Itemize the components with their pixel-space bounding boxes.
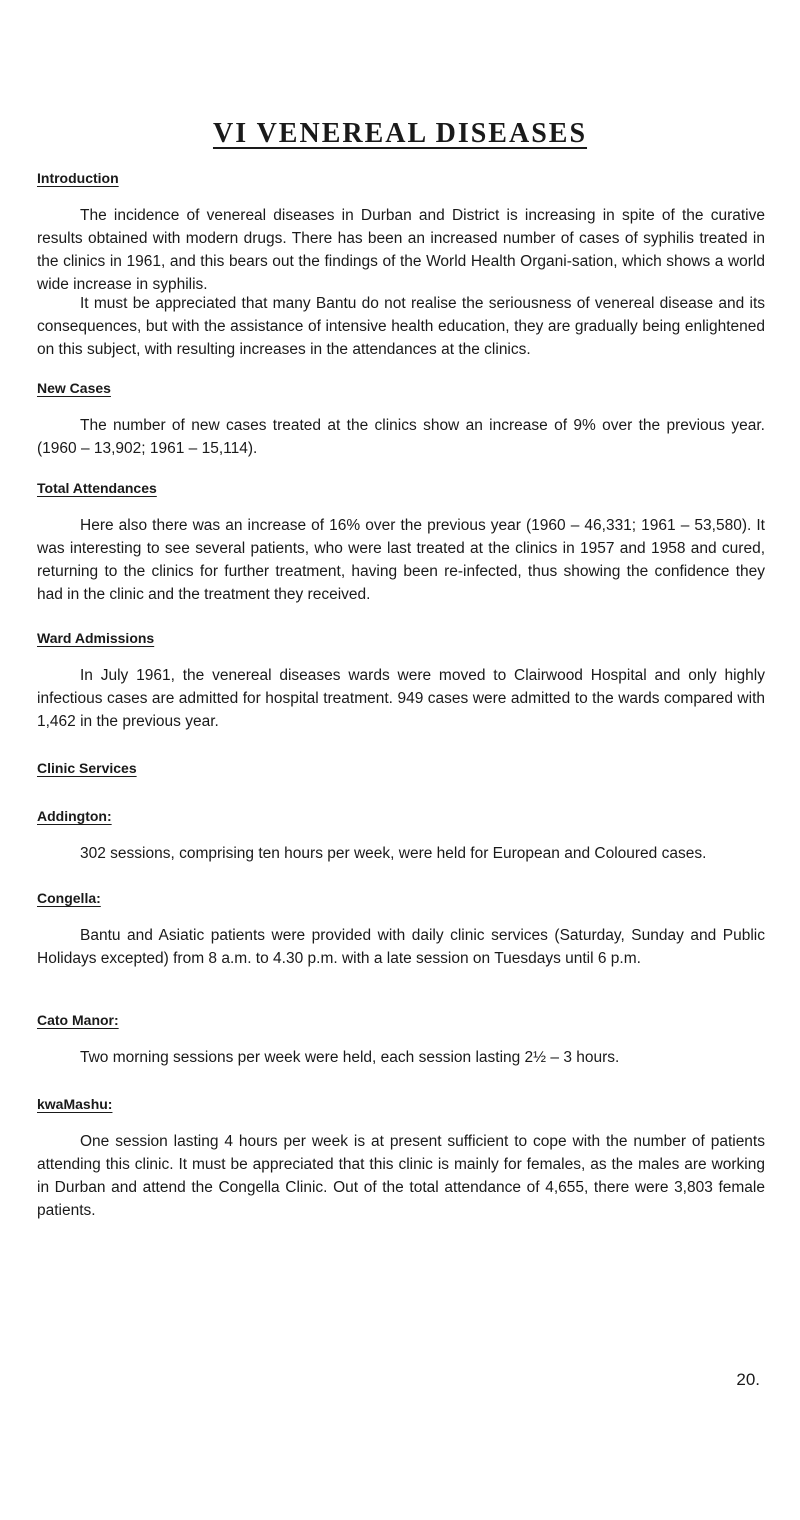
heading-introduction: Introduction: [37, 170, 119, 186]
paragraph-new-cases: The number of new cases treated at the clinics show an increase of 9% over the previous year. (1960 – 13,902; 1961 – 15,114).: [37, 417, 765, 457]
paragraph-introduction-2: It must be appreciated that many Bantu do not realise the seriousness of venereal disease and its consequences, but with the assistance of intensive health education, they are gradually being enlightened on this subject, with resulting increases in the attendances at the clinics.: [37, 295, 765, 358]
paragraph-total-attendances: Here also there was an increase of 16% over the previous year (1960 – 46,331; 1961 – 53,580). It was interesting to see several patients, who were last treated at the clinics in 1957 and 1958 and cured, returning to the clinics for further treatment, having been re-infected, thus showing the confidence they had in the clinic and the treatment they received.: [37, 517, 765, 603]
paragraph-ward-admissions: In July 1961, the venereal diseases wards were moved to Clairwood Hospital and only highly infectious cases are admitted for hospital treatment. 949 cases were admitted to the wards compared with 1,462 in the previous year.: [37, 667, 765, 730]
heading-cato-manor: Cato Manor:: [37, 1012, 119, 1028]
page-number: 20.: [736, 1370, 760, 1389]
heading-ward-admissions: Ward Admissions: [37, 630, 155, 646]
heading-kwamashu: kwaMashu:: [37, 1096, 113, 1112]
heading-congella: Congella:: [37, 890, 101, 906]
heading-new-cases: New Cases: [37, 380, 111, 396]
heading-clinic-services: Clinic Services: [37, 760, 137, 776]
page-title: VI VENEREAL DISEASES: [212, 118, 588, 149]
paragraph-introduction-1: The incidence of venereal diseases in Durban and District is increasing in spite of the curative results obtained with modern drugs. There has been an increased number of cases of syphilis treated in the clinics in 1961, and this bears out the findings of the World Health Organi-sation, which shows a world wide increase in syphilis.: [37, 207, 765, 293]
paragraph-cato-manor: Two morning sessions per week were held, each session lasting 2½ – 3 hours.: [80, 1049, 620, 1066]
paragraph-addington: 302 sessions, comprising ten hours per week, were held for European and Coloured cases.: [80, 845, 707, 862]
paragraph-kwamashu: One session lasting 4 hours per week is at present sufficient to cope with the number of patients attending this clinic. It must be appreciated that this clinic is mainly for females, as the males are working in Durban and attend the Congella Clinic. Out of the total attendance of 4,655, there were 3,803 female patients.: [37, 1133, 765, 1219]
heading-addington: Addington:: [37, 808, 112, 824]
heading-total-attendances: Total Attendances: [37, 480, 157, 496]
paragraph-congella: Bantu and Asiatic patients were provided with daily clinic services (Saturday, Sunday and Public Holidays excepted) from 8 a.m. to 4.30 p.m. with a late session on Tuesdays until 6 p.m.: [37, 927, 765, 967]
